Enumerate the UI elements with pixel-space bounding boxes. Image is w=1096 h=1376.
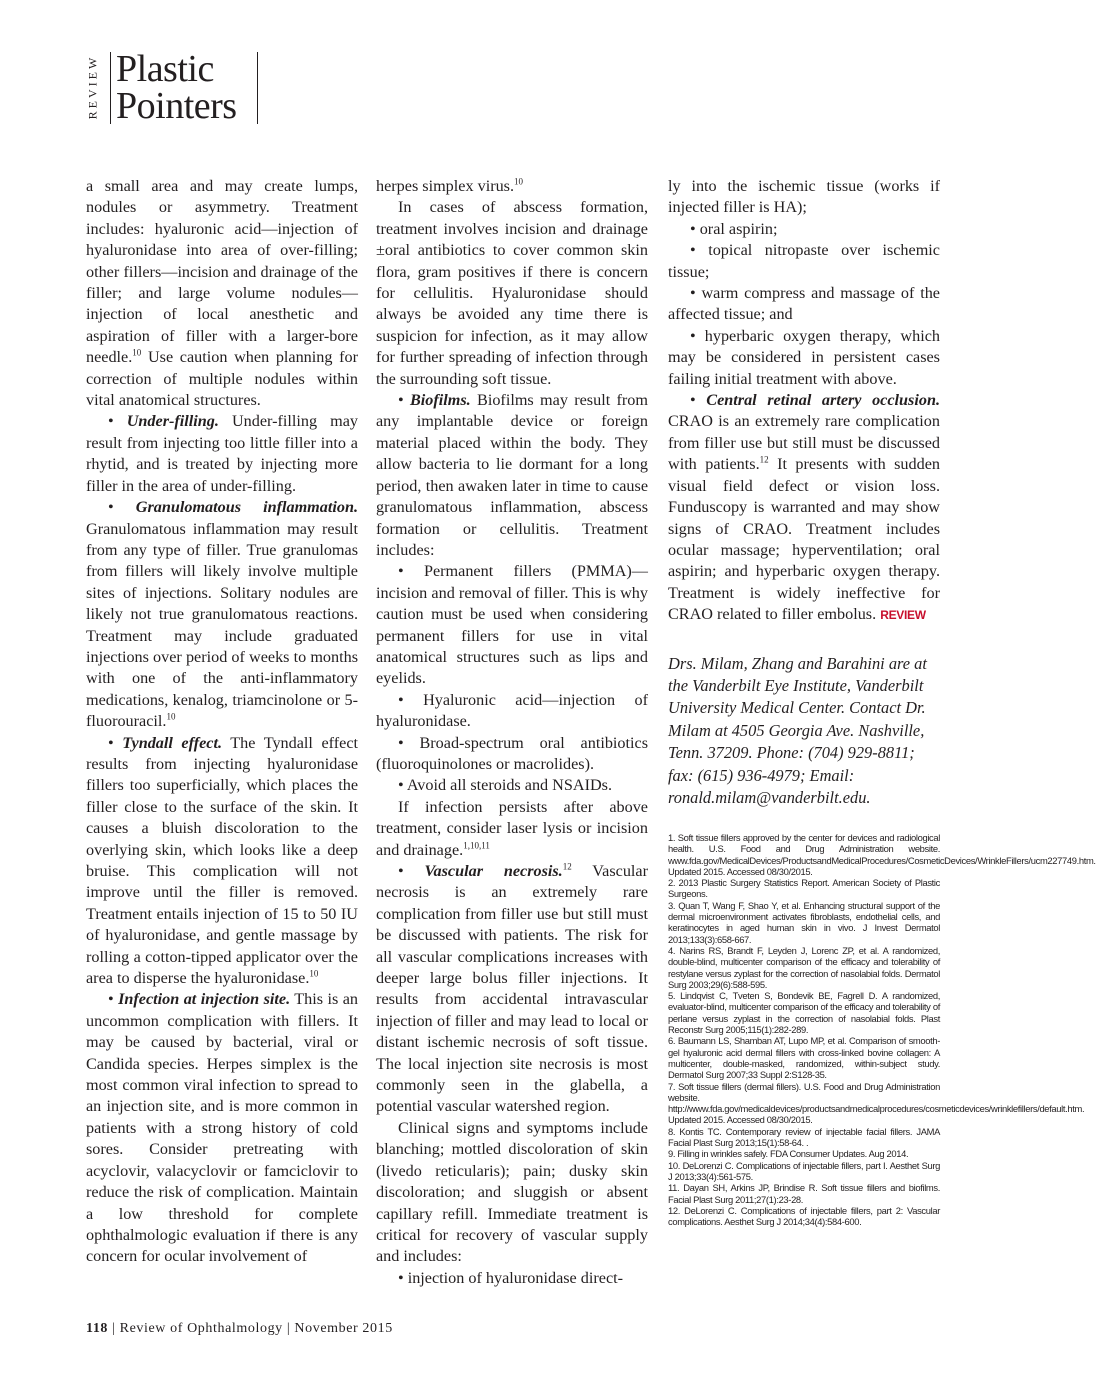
reference-item: 9. Filling in wrinkles safely. FDA Consumer Updates. Aug 2014. xyxy=(668,1148,909,1160)
column-1 xyxy=(86,176,358,1268)
vascular-paragraph: • Vascular necrosis.$^{12}$ Vascular necrosis is an extremely rare complication from filler use but still must be discussed with patients. The risk for all vascular complications increases with deeper large bolus filler injections. It results from accidental intravascular injection of filler and may lead to local or distant ischemic necrosis of soft tissue. The local injection site necrosis is most commonly seen in the glabella, a potential vascular watershed region. xyxy=(376,861,649,1116)
tyndall-paragraph: • Tyndall effect. The Tyndall effect results from injecting hyaluronidase fillers too superficially, which places the filler close to the surface of the skin. It causes a bluish discoloration to the overlying skin, which looks like a deep bruise. This complication will not improve until the filler is removed. Treatment entails injection of 15 to 50 IU of hyaluronidase, and gentle massage by rolling a cotton-tipped applicator over the area to disperse the hyaluronidase.$^{10}$ xyxy=(86,733,358,988)
underfilling-paragraph: • Under-filling. Under-filling may result from injecting too little filler into a rhytid, and is treated by injecting more filler in the area of under-filling. xyxy=(86,412,358,495)
header-divider-right xyxy=(257,52,258,124)
page-title: Plastic Pointers xyxy=(116,48,237,127)
clinical-paragraph: Clinical signs and symptoms include blanching; mottled discoloration of skin (livedo reticularis); pain; dusky skin discoloration; and sluggish or absent capillary refill. Immediate treatment is critical for recovery of vascular supply and includes: xyxy=(376,1118,648,1266)
reference-item: 11. Dayan SH, Arkins JP, Brindise R. Soft tissue fillers and biofilms. Facial Plast Surg 2011;27(1):23-28. xyxy=(668,1182,940,1205)
paragraph: ly into the ischemic tissue (works if injected filler is HA); xyxy=(668,177,940,217)
column-2 xyxy=(376,176,648,1289)
list-item: • Hyaluronic acid—injection of hyaluronidase. xyxy=(376,690,648,731)
persists-paragraph: If infection persists after above treatment, consider laser lysis or incision and drainage.$^{1,10,11}$ xyxy=(376,797,648,859)
list-item: • Broad-spectrum oral antibiotics (fluoroquinolones or macrolides). xyxy=(376,733,648,773)
granulomatous-paragraph: • Granulomatous inflammation. Granulomatous inflammation may result from any type of filler. True granulomas from fillers will likely involve multiple sites of injections. Solitary nodules are likely not true granulomatous reactions. Treatment may include graduated injections over period of weeks to months with one of the anti-inflammatory medications, kenalog, triamcinolone or 5-fluorouracil.$^{10}$ xyxy=(86,498,359,731)
review-end-mark: REVIEW xyxy=(880,608,926,623)
reference-item: 5. Lindqvist C, Tveten S, Bondevik BE, Fagrell D. A randomized, evaluator-blind, multicenter comparison of the efficacy and tolerability of perlane versus zyplast in the correction of nasolabial folds. Plast Reconstr Surg 2005;115(1):282-289. xyxy=(668,990,940,1036)
list-item: • injection of hyaluronidase direct- xyxy=(398,1268,624,1287)
list-item: • hyperbaric oxygen therapy, which may be considered in persistent cases failing initial treatment with above. xyxy=(668,326,940,388)
list-item: • Permanent fillers (PMMA)—incision and removal of filler. This is why caution must be used when considering permanent fillers for use in vital anatomical structures such as lips and eyelids. xyxy=(376,562,648,688)
crao-paragraph: • Central retinal artery occlusion. CRAO is an extremely rare complication from filler use but still must be discussed with patients.$^{12}$ It presents with sudden visual field defect or vision loss. Funduscopy is warranted and may show signs of CRAO. Treatment includes ocular massage; hyperventilation; oral aspirin; and hyperbaric oxygen therapy. Treatment is widely ineffective for CRAO related to filler embolus. REVIEW xyxy=(668,391,940,624)
reference-item: 3. Quan T, Wang F, Shao Y, et al. Enhancing structural support of the dermal microenvironment activates fibroblasts, endothelial cells, and keratinocytes in aged human skin in vivo. J Invest Dermatol 2013;133(3):658-667. xyxy=(668,899,940,945)
issue-date: November 2015 xyxy=(294,1321,393,1336)
column-3 xyxy=(668,176,940,809)
paragraph: a small area and may create lumps, nodules or asymmetry. Treatment includes: hyaluronic acid—injection of hyaluronidase into area of over-filling; other fillers—incision and drainage of the filler; and large volume nodules—injection of local anesthetic and aspiration of filler with a larger-bore needle.$^{10}$ Use caution when planning for correction of multiple nodules within vital anatomical structures. xyxy=(86,177,358,410)
author-info: Drs. Milam, Zhang and Barahini are at the Vanderbilt Eye Institute, Vanderbilt University Medical Center. Contact Dr. Milam at 4505 Georgia Ave. Nashville, Tenn. 37209. Phone: (704) 929-8811; fax: (615) 936-4979; Email: ronald.milam@vanderbilt.edu. xyxy=(668,653,927,807)
reference-item: 1. Soft tissue fillers approved by the center for devices and radiological health. U.S. Food and Drug Administration website. www.fda.gov/MedicalDevices/ProductsandMedicalProcedures/CosmeticDevices/WrinkleFillers/ucm227749.htm. Updated 2015. Accessed 08/30/2015. xyxy=(668,832,1096,877)
references-list xyxy=(668,832,1096,1228)
list-item: • oral aspirin; xyxy=(690,219,778,238)
page-number: 118 xyxy=(86,1321,109,1336)
page-footer xyxy=(86,1321,393,1337)
reference-item: 4. Narins RS, Brandt F, Leyden J, Lorenc ZP, et al. A randomized, double-blind, multicenter comparison of the efficacy and tolerability of restylane versus zyplast for the correction of nasolabial folds. Dermatol Surg 2003;29(6):588-595. xyxy=(668,944,940,990)
reference-item: 6. Baumann LS, Shamban AT, Lupo MP, et al. Comparison of smooth-gel hyaluronic acid dermal fillers with cross-linked bovine collagen: A multicenter, double-masked, randomized, within-subject study. Dermatol Surg 2007;33 Suppl 2:S128-35. xyxy=(668,1035,940,1081)
section-label: REVIEW xyxy=(85,54,100,120)
abscess-paragraph: In cases of abscess formation, treatment involves incision and drainage ±oral antibiotics to cover common skin flora, gram positives if there is concern for cellulitis. Hyaluronidase should always be avoided any time there is suspicion for infection, as it may allow for further spreading of infection through the surrounding soft tissue. xyxy=(376,198,648,388)
reference-item: 8. Kontis TC. Contemporary review of injectable facial fillers. JAMA Facial Plast Surg 2013;15(1):58-64. . xyxy=(668,1125,940,1149)
list-item: • Avoid all steroids and NSAIDs. xyxy=(398,776,612,795)
infection-paragraph: • Infection at injection site. This is an uncommon complication with fillers. It may be caused by bacterial, viral or Candida species. Herpes simplex is the most common viral infection to spread to an injection site, and is more common in patients with a strong history of cold sores. Consider pretreating with acyclovir, valacyclovir or famciclovir to reduce the risk of complication. Maintain a low threshold for complete ophthalmologic evaluation if there is any concern for ocular involvement of xyxy=(86,990,359,1266)
footer-separator: | xyxy=(286,1321,291,1336)
header-divider-left xyxy=(110,52,111,124)
paragraph: herpes simplex virus.$^{10}$ xyxy=(376,176,524,195)
publication-name: Review of Ophthalmology xyxy=(119,1321,283,1336)
list-item: • topical nitropaste over ischemic tissue; xyxy=(668,241,940,281)
biofilms-paragraph: • Biofilms. Biofilms may result from any implantable device or foreign material placed within the body. They allow bacteria to lie dormant for a long period, then awaken later in time to cause granulomatous inflammation, abscess formation or cellulitis. Treatment includes: xyxy=(376,391,648,559)
reference-item: 7. Soft tissue fillers (dermal fillers). U.S. Food and Drug Administration website. http://www.fda.gov/medicaldevices/productsandmedicalprocedures/cosmeticdevices/wrinklefillers/default.htm. Updated 2015. Accessed 08/30/2015. xyxy=(668,1080,1085,1126)
reference-item: 2. 2013 Plastic Surgery Statistics Report. American Society of Plastic Surgeons. xyxy=(668,877,940,900)
reference-item: 12. DeLorenzi C. Complications of injectable fillers, part 2: Vascular complications. Aesthet Surg J 2014;34(4):584-600. xyxy=(668,1204,940,1228)
list-item: • warm compress and massage of the affected tissue; and xyxy=(668,284,940,324)
footer-separator: | xyxy=(112,1321,116,1336)
reference-item: 10. DeLorenzi C. Complications of injectable fillers, part I. Aesthet Surg J 2013;33(4):561-575. xyxy=(668,1159,940,1182)
